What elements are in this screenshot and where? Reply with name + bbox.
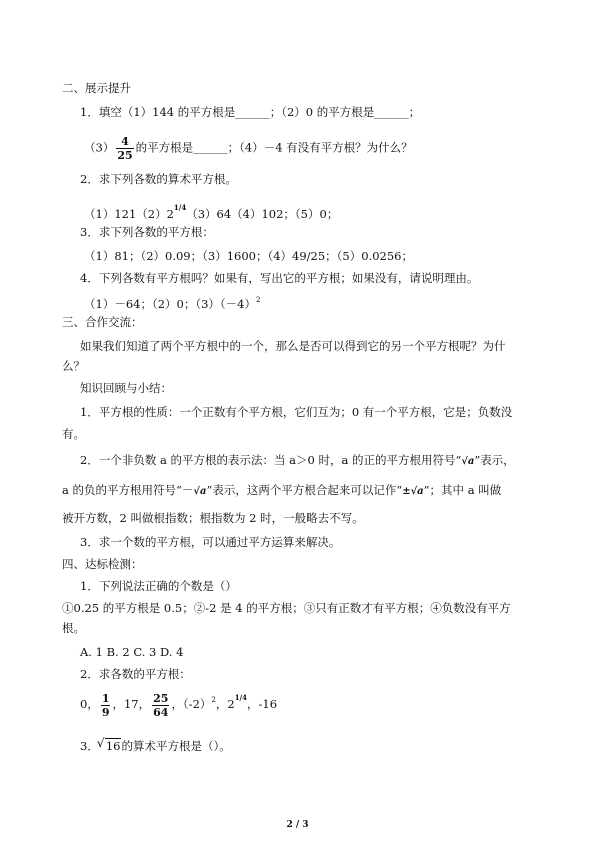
q2-title: 2．求下列各数的算术平方根。 xyxy=(80,172,237,186)
t1-options-a: ①0.25 的平方根是 0.5；②-2 是 4 的平方根；③只有正数才有平方根；④负数没有平方 xyxy=(62,601,511,615)
q3-items: （1）81；（2）0.09；（3）1600；（4）49/25；（5）0.0256； xyxy=(84,249,413,263)
q2-items xyxy=(84,200,338,222)
t3-line xyxy=(80,738,231,754)
k2a-post: ”表示， xyxy=(474,453,515,467)
fraction-1-9 xyxy=(101,693,111,718)
t2-b: ，17， xyxy=(112,697,151,711)
section3-title: 三、合作交流： xyxy=(62,315,143,329)
section4-title: 四、达标检测： xyxy=(62,557,143,571)
page-number: 2 / 3 xyxy=(286,820,309,830)
k2-line-a xyxy=(80,452,515,470)
t2-a: 0， xyxy=(80,697,99,711)
t2-title: 2．求各数的平方根： xyxy=(80,667,191,681)
frac-num: 1 xyxy=(101,691,110,705)
frac-num: 4 xyxy=(121,135,129,148)
neg-sqrt-a-symbol: √a xyxy=(193,486,207,497)
sqrt-16-symbol xyxy=(99,738,122,754)
review-title: 知识回顾与小结： xyxy=(80,381,172,395)
k3-line: 3．求一个数的平方根，可以通过平方运算来解决。 xyxy=(80,535,341,549)
frac-den: 9 xyxy=(101,705,110,719)
k2-line-c: 被开方数，2 叫做根指数；根指数为 2 时，一般略去不写。 xyxy=(62,511,364,525)
frac-den: 25 xyxy=(117,149,133,162)
t2-sup-frac: 1/4 xyxy=(234,693,247,702)
t1-title: 1．下列说法正确的个数是（） xyxy=(80,579,237,593)
radicand: 16 xyxy=(105,739,121,753)
t1-choices: A. 1 B. 2 C. 3 D. 4 xyxy=(80,645,184,659)
fraction-25-64 xyxy=(152,693,169,718)
q1-suffix: 的平方根是______；（4）－4 有没有平方根？为什么？ xyxy=(135,140,413,155)
q1-prefix: （3） xyxy=(84,140,115,155)
k2b-mid: ”表示，这两个平方根合起来可以记作“ xyxy=(206,483,403,497)
frac-den: 64 xyxy=(153,705,169,719)
s3-p1a: 如果我们知道了两个平方根中的一个，那么是否可以得到它的另一个平方根呢？为什 xyxy=(80,339,506,353)
q4-items-text: （1）－64；（2）0；（3）（－4） xyxy=(84,297,256,311)
q1-line1: 1．填空（1）144 的平方根是______；（2）0 的平方根是______； xyxy=(80,105,421,119)
t2-e: ，-16 xyxy=(247,697,278,711)
t2-d: ，2 xyxy=(215,697,235,711)
t3-post: 的算术平方根是（）。 xyxy=(121,739,231,753)
t2-items xyxy=(80,690,277,718)
s3-p1b: 么？ xyxy=(62,359,85,373)
sqrt-a-symbol: √a xyxy=(461,456,475,467)
t3-pre: 3． xyxy=(80,739,99,753)
t2-c: ，（-2） xyxy=(171,697,212,711)
k2b-pre: a 的负的平方根用符号“－ xyxy=(62,483,194,497)
q3-title: 3．求下列各数的平方根： xyxy=(80,225,214,239)
k2a-pre: 2．一个非负数 a 的平方根的表示法：当 a＞0 时，a 的正的平方根用符号“ xyxy=(80,453,462,467)
frac-num: 25 xyxy=(153,691,169,705)
q2-items-a: （1）121（2）2 xyxy=(84,207,174,221)
q4-title: 4．下列各数有平方根吗？如果有，写出它的平方根；如果没有，请说明理由。 xyxy=(80,271,479,285)
k1-line-a: 1．平方根的性质：一个正数有个平方根，它们互为；0 有一个平方根，它是；负数没 xyxy=(80,405,513,419)
k1-line-b: 有。 xyxy=(62,427,85,441)
q1-line2 xyxy=(84,136,413,161)
k2-line-b xyxy=(62,482,501,500)
q2-items-b: （3）64（4）102；（5）0； xyxy=(186,207,339,221)
k2b-post: ”；其中 a 叫做 xyxy=(423,483,502,497)
t1-options-b: 根。 xyxy=(62,621,85,635)
q4-items xyxy=(84,292,260,312)
q2-sup-frac: 1/4 xyxy=(173,203,187,212)
q4-sup: 2 xyxy=(255,296,261,304)
fraction-4-25 xyxy=(116,136,133,161)
plusminus-sqrt-a-symbol: ±√a xyxy=(402,486,424,497)
section2-title: 二、展示提升 xyxy=(62,81,131,95)
t2-sup: 2 xyxy=(211,696,216,704)
